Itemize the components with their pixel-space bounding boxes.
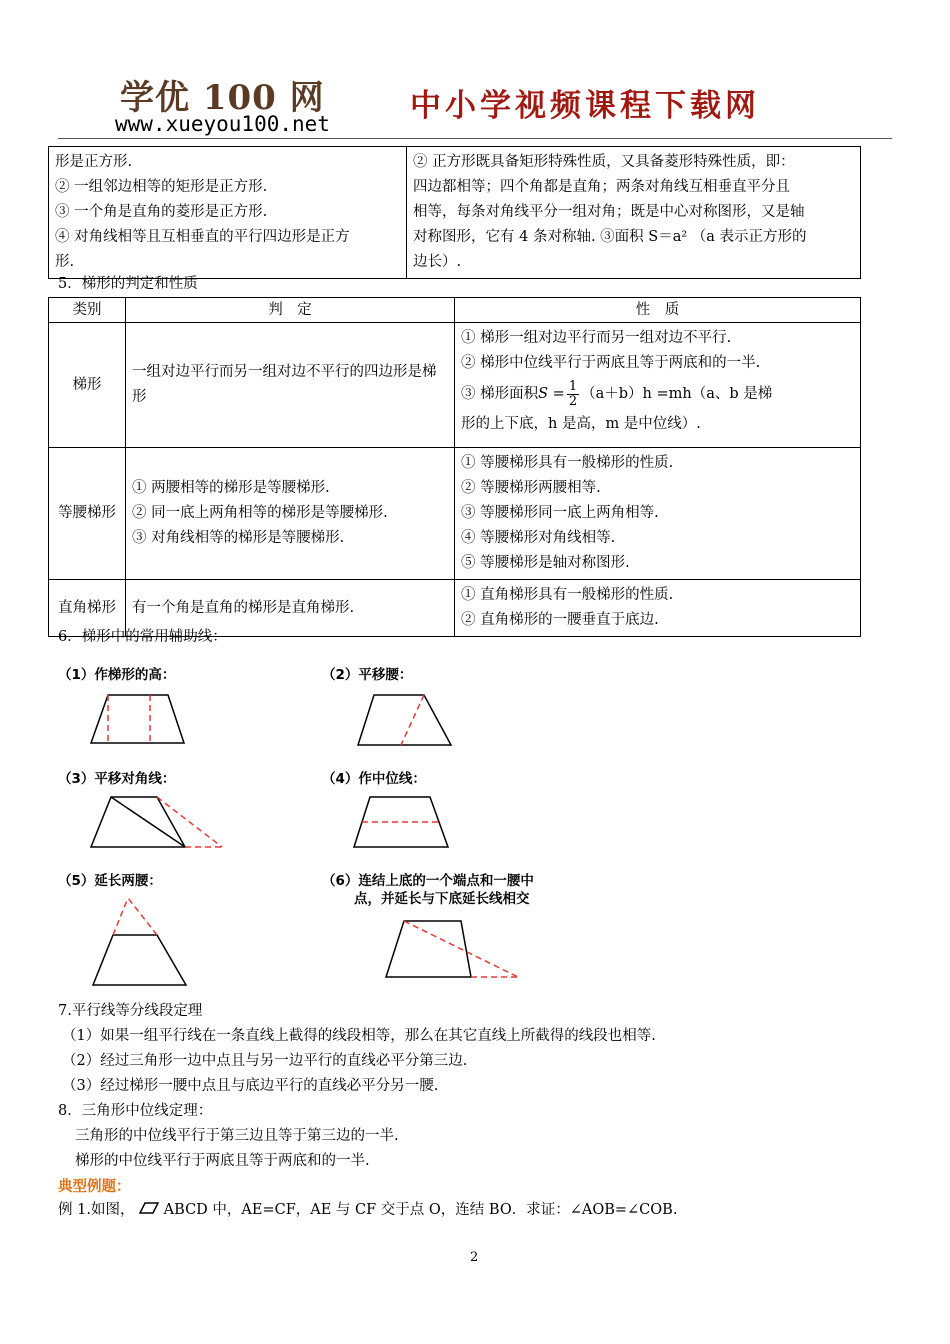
text-line: ④ 等腰梯形对角线相等.: [461, 530, 616, 546]
header-category: 类别: [49, 298, 126, 323]
row-trapezoid-judge: 一组对边平行而另一组对边不平行的四边形是梯形: [126, 323, 455, 448]
text-line: ② 梯形中位线平行于两底且等于两底和的一半.: [461, 355, 761, 371]
fig3-label: （3）平移对角线：: [58, 771, 176, 787]
header-props: 性 质: [455, 298, 861, 323]
row-isosceles-category: 等腰梯形: [49, 448, 126, 580]
text-line: ④ 对角线相等且互相垂直的平行四边形是正方: [55, 229, 350, 245]
text-line: 形是正方形.: [55, 154, 133, 170]
text-line: ③ 等腰梯形同一底上两角相等.: [461, 505, 659, 521]
header-judge: 判 定: [126, 298, 455, 323]
text-line: ③ 一个角是直角的菱形是正方形.: [55, 204, 268, 220]
parallelogram-icon: [139, 1201, 159, 1215]
example-1-prefix: 例 1.如图，: [58, 1202, 135, 1218]
site-url[interactable]: www.xueyou100.net: [115, 112, 330, 136]
section6-title: 6．梯形中的常用辅助线：: [58, 629, 227, 645]
text-line: 边长）.: [413, 254, 462, 270]
site-logo: 学优 100 网: [120, 78, 325, 118]
text-line: ⑤ 等腰梯形是轴对称图形.: [461, 555, 630, 571]
fig4-midline: [354, 797, 448, 847]
fig6-label-line1: （6）连结上底的一个端点和一腰中: [322, 873, 534, 889]
text-span: S =: [538, 386, 565, 402]
example-1: [58, 1198, 677, 1223]
text-line: 形的上下底，h 是高，m 是中位线）.: [461, 416, 701, 432]
row-right-judge: 有一个角是直角的梯形是直角梯形.: [126, 580, 455, 637]
text-span: （a＋b）h =mh（a、b 是梯: [581, 386, 773, 402]
text-line: ① 直角梯形具有一般梯形的性质.: [461, 587, 674, 603]
fig4-label: （4）作中位线：: [322, 771, 426, 787]
frac-num: 1: [568, 378, 578, 394]
fig2-translate-leg: [358, 695, 451, 745]
fig5-label: （5）延长两腰：: [58, 873, 162, 889]
page-number: 2: [470, 1250, 479, 1265]
site-slogan: 中小学视频课程下载网: [410, 88, 760, 124]
frac-den: 2: [568, 393, 578, 409]
section8-item-2: 梯形的中位线平行于两底且等于两底和的一半.: [75, 1153, 370, 1169]
section8-title: 8．三角形中位线定理：: [58, 1103, 213, 1119]
examples-title: 典型例题：: [58, 1178, 131, 1195]
text-line: 相等，每条对角线平分一组对角；既是中心对称图形，又是轴: [413, 204, 805, 220]
text-line: ① 等腰梯形具有一般梯形的性质.: [461, 455, 674, 471]
fig1-label: （1）作梯形的高：: [58, 667, 176, 683]
text-line: ② 同一底上两角相等的梯形是等腰梯形.: [132, 505, 388, 521]
text-line: 对称图形，它有 4 条对称轴. ③面积 S＝a² （a 表示正方形的: [413, 229, 807, 245]
text-line: ② 一组邻边相等的矩形是正方形.: [55, 179, 268, 195]
text-line: ③ 对角线相等的梯形是等腰梯形.: [132, 530, 345, 546]
section7-title: 7.平行线等分线段定理: [58, 1003, 203, 1019]
section5-title: 5．梯形的判定和性质: [58, 276, 198, 292]
section7-item-1: （1）如果一组平行线在一条直线上截得的线段相等，那么在其它直线上所截得的线段也相等.: [62, 1028, 656, 1044]
text-line: ② 等腰梯形两腰相等.: [461, 480, 601, 496]
row-right-category: 直角梯形: [49, 580, 126, 637]
section7-item-2: （2）经过三角形一边中点且与另一边平行的直线必平分第三边.: [62, 1053, 468, 1069]
text-line: ① 两腰相等的梯形是等腰梯形.: [132, 480, 330, 496]
text-line: ② 正方形既具备矩形特殊性质，又具备菱形特殊性质，即：: [413, 154, 795, 170]
row-trapezoid-category: 梯形: [49, 323, 126, 448]
text-span: ③ 梯形面积: [461, 386, 539, 402]
fig5-extend-legs: [93, 898, 186, 985]
fig6-label-line2: 点，并延长与下底延长线相交: [354, 891, 530, 907]
fig6-connect-midpoint: [386, 921, 518, 977]
fig2-label: （2）平移腰：: [322, 667, 413, 683]
text-line: 形.: [55, 254, 75, 270]
example-1-text: ABCD 中，AE=CF，AE 与 CF 交于点 O，连结 BO．求证：∠AOB=∠COB.: [163, 1202, 678, 1218]
section8-item-1: 三角形的中位线平行于第三边且等于第三边的一半.: [75, 1128, 399, 1144]
fig1-trapezoid-heights: [91, 695, 184, 743]
text-line: ② 直角梯形的一腰垂直于底边.: [461, 612, 659, 628]
section7-item-3: （3）经过梯形一腰中点且与底边平行的直线必平分另一腰.: [62, 1078, 439, 1094]
text-line: ① 梯形一组对边平行而另一组对边不平行.: [461, 330, 732, 346]
fig3-translate-diagonal: [91, 797, 222, 847]
text-line: 四边都相等；四个角都是直角；两条对角线互相垂直平分且: [413, 179, 790, 195]
